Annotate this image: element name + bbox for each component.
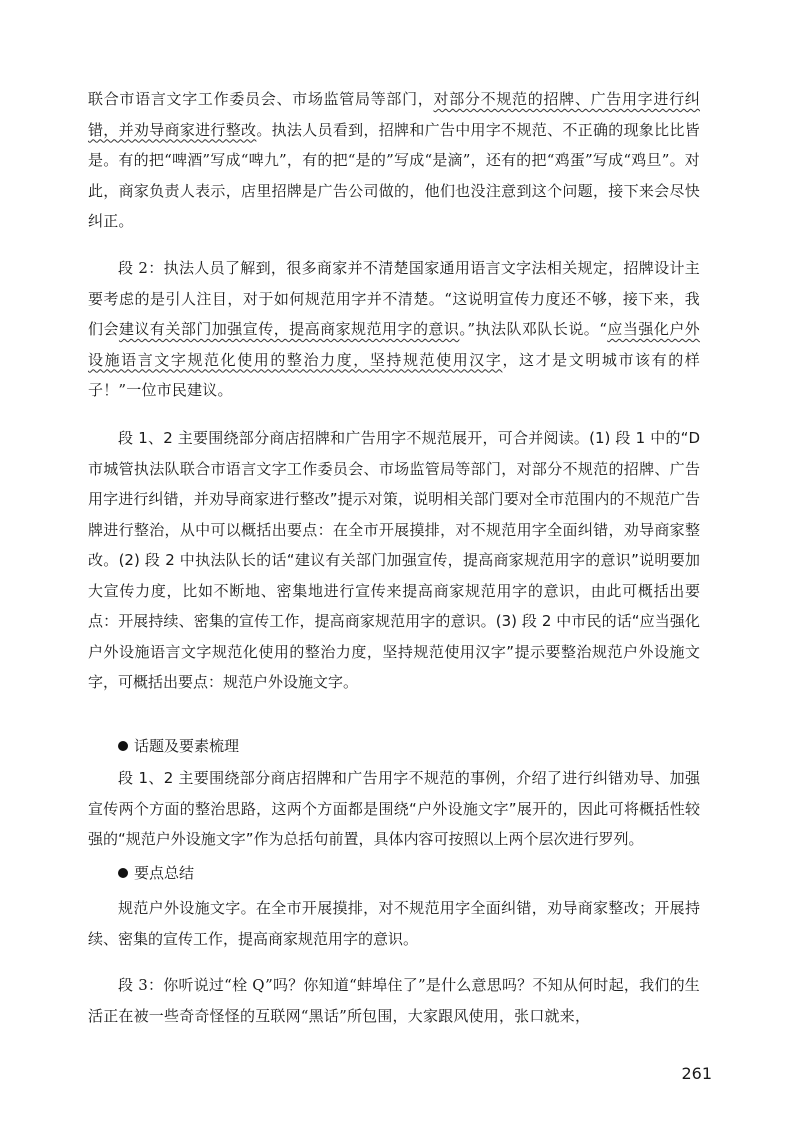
p1-text: 联合市语言文字工作委员会、市场监管局等部门， [88,90,434,108]
p2-text-rest: ，这才是文明城市该有的样子！”一位市民建议。 [88,350,700,399]
paragraph-analysis: 段 1、2 主要围绕部分商店招牌和广告用字不规范展开，可合并阅读。(1) 段 1 中的“D 市城管执法队联合市语言文字工作委员会、市场监管局等部门，对部分不规范的招牌、广告用字进行纠错，并劝导商家进行整改”提示对策，说明相关部门要对全市范围内的不规范广告牌进行整治，从中可以概括出要点：在全市开展摸排，对不规范用字全面纠错，劝导商家整改。(2) 段 2 中执法队长的话“建议有关部门加强宣传，提高商家规范用字的意识”说明要加大宣传力度，比如不断地、密集地进行宣传来提高商家规范用字的意识，由此可概括出要点：开展持续、密集的宣传工作，提高商家规范用字的意识。(3) 段 2 中市民的话“应当强化户外设施语言文字规范化使用的整治力度，坚持规范使用汉字”提示要整治规范户外设施文字，可概括出要点：规范户外设施文字。 [88,429,700,691]
p1-underlined: 对部分不规范的招牌、广告用字进行纠错，并劝导商家进行整改 [88,90,700,139]
bullet-icon [118,741,128,751]
section-heading-topic-label: 话题及要素梳理 [134,737,240,755]
p2-text-mid: 。”执法队邓队长说。“ [459,320,608,338]
p2-underlined-2: 应当强化户外设施语言文字规范化使用的整治力度，坚持规范使用汉字 [88,320,700,369]
paragraph-summary: 规范户外设施文字。在全市开展摸排，对不规范用字全面纠错，劝导商家整改；开展持续、密集的宣传工作，提高商家规范用字的意识。 [88,899,700,948]
section-heading-summary [118,858,194,888]
p1-text-rest: 。执法人员看到，招牌和广告中用字不规范、不正确的现象比比皆是。有的把“啤酒”写成“啤九”，有的把“是的”写成“是滴”，还有的把“鸡蛋”写成“鸡旦”。对此，商家负责人表示，店里招牌是广告公司做的，他们也没注意到这个问题，接下来会尽快纠正。 [88,120,700,230]
p2-underlined-1: 建议有关部门加强宣传，提高商家规范用字的意识 [118,320,460,338]
paragraph-3: 段 3：你听说过“栓 Q”吗？你知道“蚌埠住了”是什么意思吗？不知从何时起，我们的生活正在被一些奇奇怪怪的互联网“黑话”所包围，大家跟风使用，张口就来， [88,976,700,1025]
paragraph-2 [88,253,700,406]
bullet-icon [118,868,128,878]
page-number: 261 [681,1064,712,1083]
p2-text: 段 2：执法人员了解到，很多商家并不清楚国家通用语言文字法相关规定，招牌设计主要考虑的是引人注目，对于如何规范用字并不清楚。“这说明宣传力度还不够，接下来，我们会 [88,259,700,338]
paragraph-topic: 段 1、2 主要围绕部分商店招牌和广告用字不规范的事例，介绍了进行纠错劝导、加强宣传两个方面的整治思路，这两个方面都是围绕“户外设施文字”展开的，因此可将概括性较强的“规范户外设施文字”作为总括句前置，具体内容可按照以上两个层次进行罗列。 [88,769,700,848]
section-heading-summary-label: 要点总结 [134,864,195,882]
section-heading-topic [118,731,239,761]
paragraph-1 [88,84,700,237]
